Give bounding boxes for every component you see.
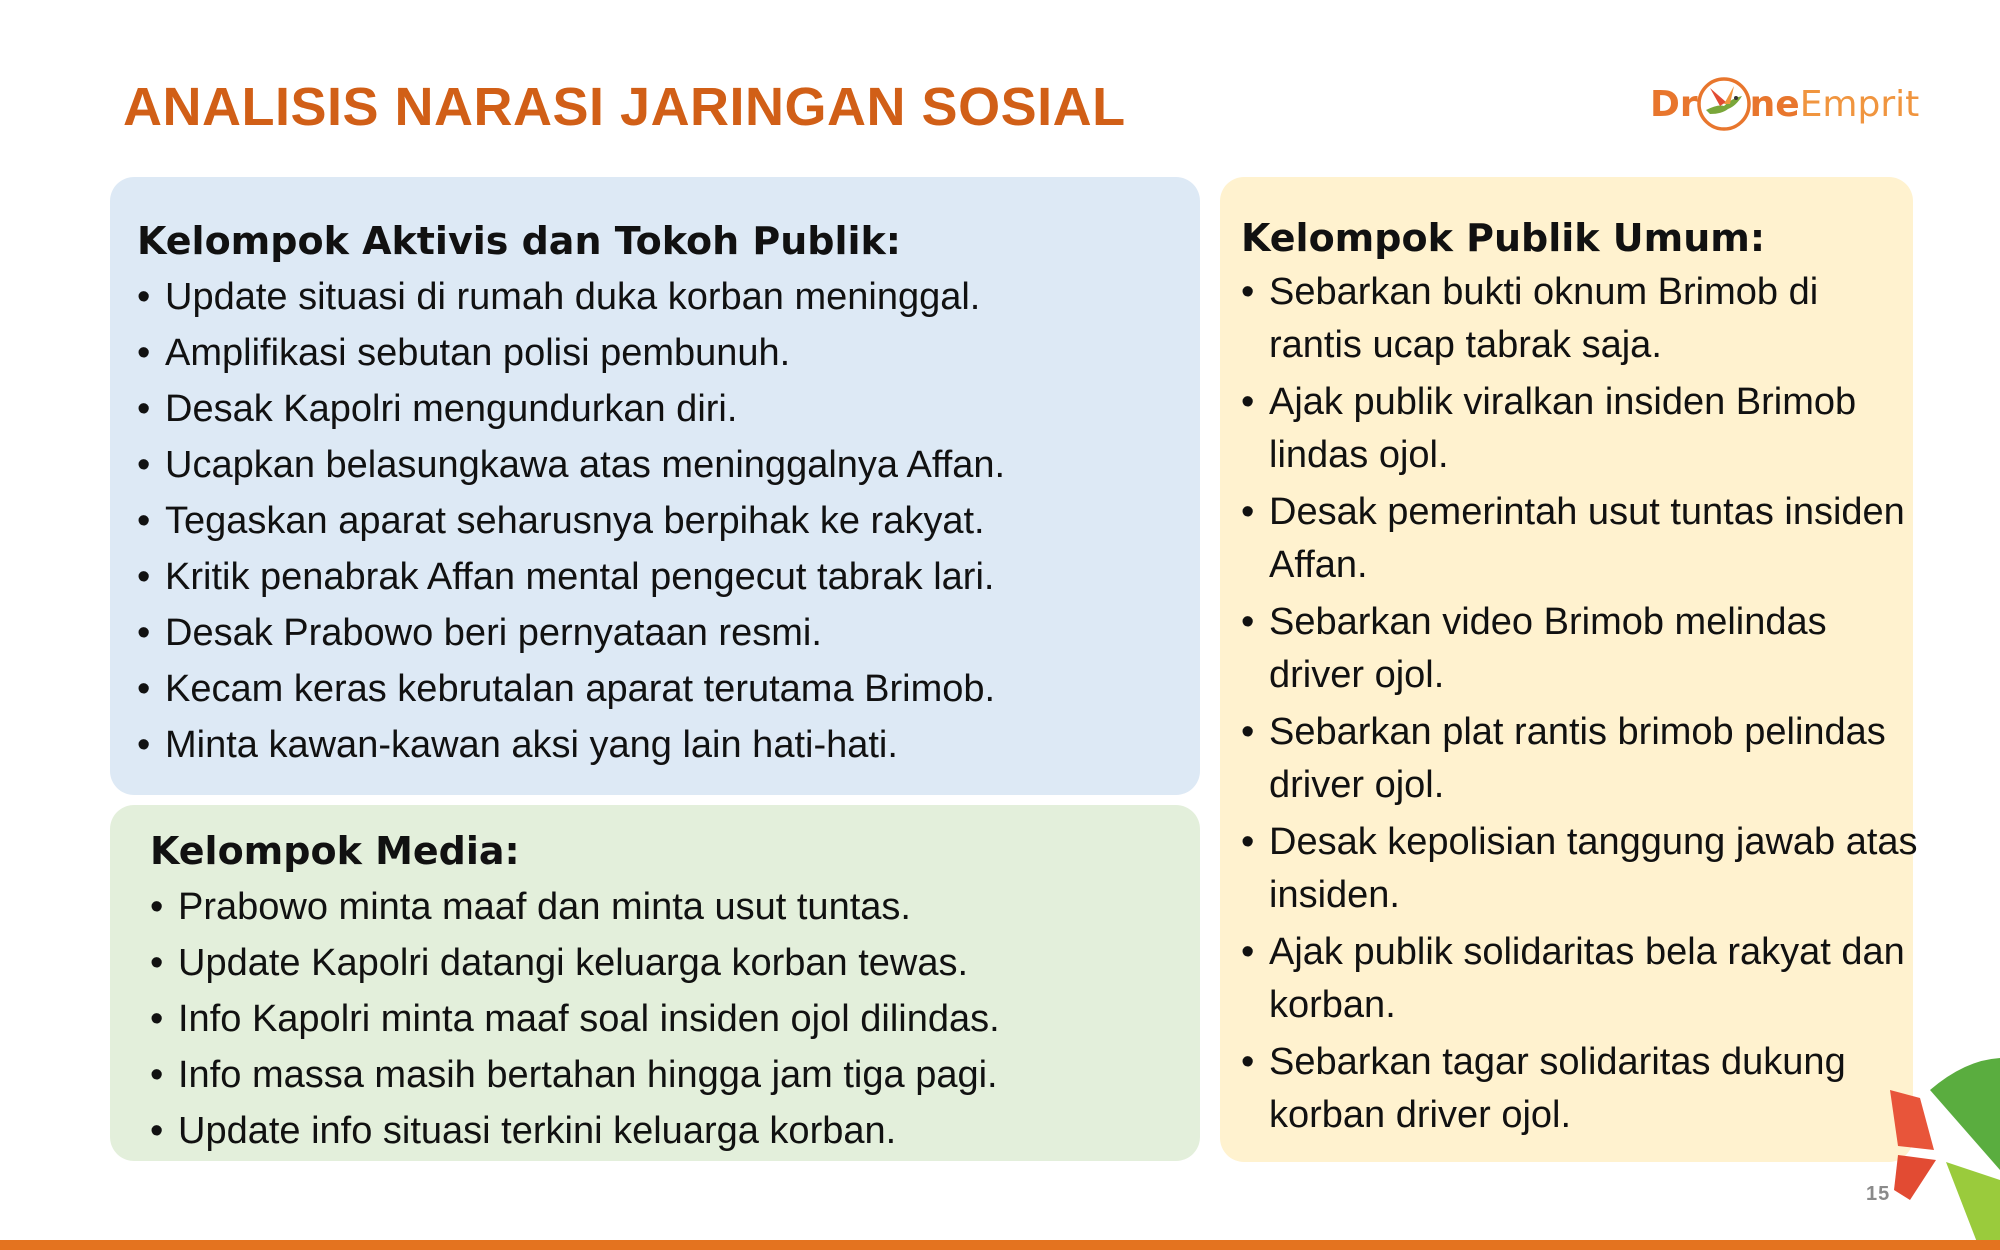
list-item: • Sebarkan plat rantis brimob pelindas driver ojol. [1241,706,1919,812]
list-item: • Tegaskan aparat seharusnya berpihak ke rakyat. [137,493,1200,549]
list-item: • Info Kapolri minta maaf soal insiden ojol dilindas. [150,991,1200,1047]
corner-leaf-decoration [1890,1050,2000,1250]
list-item: • Sebarkan tagar solidaritas dukung korban driver ojol. [1241,1036,1919,1142]
list-item: • Ucapkan belasungkawa atas meninggalnya Affan. [137,437,1200,493]
bottom-accent-bar [0,1240,2000,1250]
publik-card [1220,177,1918,1162]
list-item: • Desak Prabowo beri pernyataan resmi. [137,605,1200,661]
list-item: • Kecam keras kebrutalan aparat terutama Brimob. [137,661,1200,717]
publik-list [1241,266,1918,1142]
slide-title: ANALISIS NARASI JARINGAN SOSIAL [123,77,1126,137]
list-item: • Minta kawan-kawan aksi yang lain hati-hati. [137,717,1200,773]
list-item: • Update info situasi terkini keluarga korban. [150,1103,1200,1159]
list-item: • Info massa masih bertahan hingga jam tiga pagi. [150,1047,1200,1103]
list-item: • Sebarkan bukti oknum Brimob di rantis ucap tabrak saja. [1241,266,1919,372]
list-item: • Sebarkan video Brimob melindas driver ojol. [1241,596,1919,702]
media-heading: Kelompok Media: [150,829,520,873]
media-card [110,805,1200,1161]
bird-in-circle-icon [1696,76,1752,132]
aktivis-list [137,269,1200,773]
page-number: 15 [1866,1183,1891,1205]
aktivis-heading: Kelompok Aktivis dan Tokoh Publik: [137,219,901,263]
aktivis-card [110,177,1200,795]
logo-text-ne: ne [1749,83,1800,125]
list-item: • Ajak publik viralkan insiden Brimob lindas ojol. [1241,376,1919,482]
publik-heading: Kelompok Publik Umum: [1241,216,1766,260]
media-list [150,879,1200,1159]
list-item: • Kritik penabrak Affan mental pengecut tabrak lari. [137,549,1200,605]
drone-emprit-logo [1650,72,1919,136]
list-item: • Prabowo minta maaf dan minta usut tuntas. [150,879,1200,935]
list-item: • Ajak publik solidaritas bela rakyat dan korban. [1241,926,1919,1032]
logo-text-dr: Dr [1650,83,1698,125]
list-item: • Desak Kapolri mengundurkan diri. [137,381,1200,437]
list-item: • Update Kapolri datangi keluarga korban tewas. [150,935,1200,991]
list-item: • Update situasi di rumah duka korban meninggal. [137,269,1200,325]
list-item: • Desak pemerintah usut tuntas insiden Affan. [1241,486,1919,592]
logo-text-emprit: Emprit [1799,83,1920,125]
list-item: • Desak kepolisian tanggung jawab atas insiden. [1241,816,1919,922]
list-item: • Amplifikasi sebutan polisi pembunuh. [137,325,1200,381]
